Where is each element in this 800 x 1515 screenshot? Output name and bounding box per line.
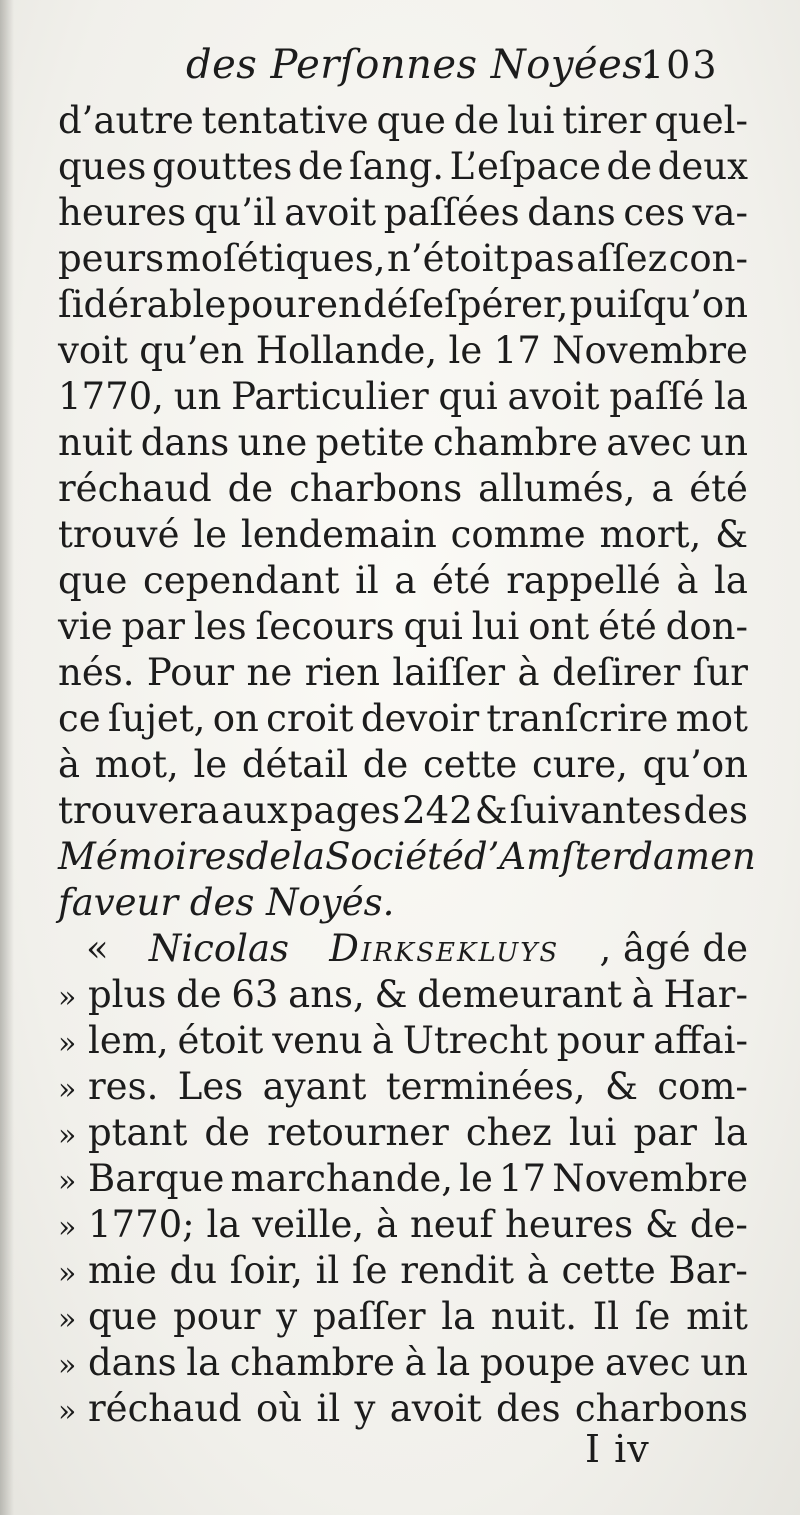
word: paſſées [383,191,520,234]
word: ans, [288,973,365,1016]
word: ont [528,605,590,648]
word: com- [657,1065,748,1108]
word: 1770, [58,375,164,418]
word: & [374,973,408,1016]
word: été [431,559,491,602]
page-header [0,40,800,90]
word: peurs [58,237,165,280]
word: heures [505,1203,634,1246]
text-line [58,374,748,420]
word: Novembre [552,329,748,372]
word: cependant [143,559,340,602]
quote-continuation-mark: » [58,1302,77,1337]
page-number: 103 [640,43,719,87]
word: Bar- [668,1249,748,1292]
word: dans [140,421,230,464]
word: affai- [653,1019,748,1062]
word: réchaud [88,1387,242,1430]
page-gutter-shadow [0,0,14,1515]
word: le [193,743,228,786]
word: à [526,1249,549,1292]
text-line [58,466,748,512]
word: charbons [574,1387,748,1430]
word: ces [623,191,685,234]
word: & [645,1203,678,1246]
word: don- [665,605,748,648]
word: qu’on [642,743,748,786]
word: ſur [692,651,748,694]
word: d’Amſterdam [463,835,711,878]
word: trouvera [58,789,220,832]
word: nés. [58,651,135,694]
word: ſuivantes [509,789,682,832]
word: lui [568,1111,617,1154]
word: la [186,1341,221,1384]
word: a [394,559,417,602]
quote-continuation-mark: » [58,1256,77,1291]
word: en [316,283,362,326]
word: n’étoit [387,237,509,280]
word: Pour [146,651,235,694]
quote-continuation-mark: » [58,1210,77,1245]
word: que [88,1295,158,1338]
word: plus [88,973,167,1016]
word: avec [606,421,692,464]
body-text [58,98,756,1432]
quote-continuation-mark: » [58,1118,77,1153]
word: rappellé [506,559,661,602]
quote-continuation-mark: » [58,1026,77,1061]
word: à [58,743,81,786]
word: ne [246,651,293,694]
word: Barque [88,1157,225,1200]
italic-citation-line: faveur des Noyés. [58,881,395,924]
word: à [631,973,654,1016]
word: cette [423,743,518,786]
word: cure, [531,743,628,786]
word: Mémoires [58,835,246,878]
word: res. [88,1065,159,1108]
word: deux [657,145,748,188]
word: d’autre [58,99,194,142]
text-line [58,282,748,328]
word: par [121,605,185,648]
quoted-line [58,1110,748,1156]
word: été [598,605,657,648]
word: mit [686,1295,748,1338]
word: pages [289,789,401,832]
word: moſétiques, [165,237,386,280]
signature-mark: I iv [585,1427,650,1471]
word: étoit [177,1019,264,1062]
word: ſang. [349,145,445,188]
quoted-line [58,1340,748,1386]
word: avec [605,1341,691,1384]
word: à [517,651,540,694]
word: con- [668,237,748,280]
text-line [58,604,748,650]
word: il [315,1249,340,1292]
word: déſeſpérer, [362,283,569,326]
word: avoit [507,375,600,418]
word: qu’en [139,329,245,372]
word: tentative [201,99,369,142]
italic-citation-line [58,834,756,880]
word: ptant [88,1111,188,1154]
word: le [193,513,228,556]
word: il [355,559,379,602]
word: dans [527,191,616,234]
word: qu’il [193,191,277,234]
word: Particulier [231,375,429,418]
word: paſſer [312,1295,426,1338]
word: tranſcrire [486,697,669,740]
word: L’eſpace [449,145,601,188]
word: trouvé [58,513,180,556]
word: à [376,1203,399,1246]
word: 1770; [88,1203,195,1246]
text-line [58,558,748,604]
text-line [58,190,748,236]
quoted-line [58,1018,748,1064]
word: petite [315,421,425,464]
text-line [58,98,748,144]
word: 17 [499,1157,547,1200]
word: cette [561,1249,656,1292]
word: puiſqu’on [569,283,748,326]
word: par [633,1111,697,1154]
word: pour [227,283,315,326]
word: que [58,559,128,602]
word: de [297,145,344,188]
word: ſe [351,1249,388,1292]
word: y [276,1295,298,1338]
word: allumés, [478,467,636,510]
word: des [496,1387,561,1430]
word: la [291,835,326,878]
word: Il [592,1295,620,1338]
word: devoir [360,697,480,740]
word: où [256,1387,303,1430]
word: marchande, [230,1157,454,1200]
quoted-line [58,1248,748,1294]
word: avoit [284,191,377,234]
word: ce [58,697,101,740]
text-line [58,328,748,374]
word: qui [438,375,498,418]
word: lendemain [240,513,437,556]
text-line [58,512,748,558]
word: ques [58,145,147,188]
word: chez [465,1111,552,1154]
person-first-name: Nicolas [148,927,290,970]
word: de [606,145,653,188]
word: des [683,789,748,832]
word: Hollande, [255,329,438,372]
word: poupe [479,1341,596,1384]
word: de [453,99,500,142]
word: les [193,605,247,648]
person-surname: Dirksekluys [329,927,560,970]
word: la [206,1203,241,1246]
quoted-line [58,972,748,1018]
word: à [404,1341,427,1384]
word: ſe [634,1295,671,1338]
word: de [362,743,409,786]
quote-continuation-mark: » [58,1164,77,1199]
word: veille, [252,1203,365,1246]
word: a [651,467,674,510]
word: terminées, [385,1065,586,1108]
word: la [441,1295,476,1338]
quote-continuation-mark: » [58,1394,77,1429]
text-line [58,144,748,190]
word: le [448,329,483,372]
text-line [58,236,748,282]
word: mie [88,1249,157,1292]
word: & [474,789,508,832]
text-line [58,788,748,834]
word: réchaud [58,467,212,510]
word: avoit [389,1387,482,1430]
word: & [715,513,748,556]
word: deſirer [551,651,681,694]
word: la [714,1111,748,1154]
word: ſecours [255,605,395,648]
word: la [436,1341,471,1384]
word: charbons [289,467,463,510]
quote-continuation-mark: » [58,980,77,1015]
quote-opening-rest: , âgé de [599,927,748,970]
word: 63 [231,973,279,1016]
word: 17 [493,329,541,372]
quote-continuation-mark: » [58,1348,77,1383]
word: à [676,559,699,602]
quoted-line [58,1064,748,1110]
word: détail [241,743,349,786]
word: tirer [562,99,647,142]
word: aux [221,789,288,832]
word: venu [272,1019,363,1062]
word: que [376,99,446,142]
word: va- [692,191,748,234]
word: Utrecht [402,1019,548,1062]
word: Har- [663,973,748,1016]
word: ſujet, [107,697,206,740]
word: voit [58,329,128,372]
text-line [58,696,748,742]
word: on [212,697,259,740]
word: laiſſer [392,651,506,694]
quoted-line [58,1294,748,1340]
word: comme [450,513,586,556]
word: pour [556,1019,645,1062]
word: neuf [409,1203,494,1246]
word: de- [689,1203,748,1246]
word: un [173,375,222,418]
word: mot [675,697,748,740]
word: gouttes [151,145,293,188]
quoted-line [58,1202,748,1248]
quote-open-mark: « [86,927,109,970]
word: de [245,835,292,878]
word: Les [177,1065,244,1108]
word: paſſé [609,375,705,418]
word: pas [509,237,575,280]
word: lem, [88,1019,169,1062]
word: il [316,1387,341,1430]
word: y [354,1387,376,1430]
word: ſidérable [58,283,227,326]
word: quel- [654,99,748,142]
word: retourner [267,1111,449,1154]
word: vie [58,605,113,648]
word: la [714,375,748,418]
word: rendit [400,1249,515,1292]
word: ſoir, [229,1249,303,1292]
word: à [371,1019,394,1062]
word: un [700,421,748,464]
word: aſſez [576,237,668,280]
word: la [714,559,748,602]
word: un [700,1341,748,1384]
word: du [169,1249,218,1292]
word: lui [507,99,555,142]
word: une [237,421,308,464]
word: croit [266,697,354,740]
text-line [58,420,748,466]
word: lui [471,605,520,648]
word: Novembre [552,1157,748,1200]
word: pour [173,1295,261,1338]
word: de [176,973,222,1016]
word: & [604,1065,638,1108]
word: 242 [402,789,473,832]
word: nuit [58,421,133,464]
word: qui [403,605,463,648]
quote-continuation-mark: » [58,1072,77,1107]
word: mot, [94,743,179,786]
word: été [689,467,748,510]
word: de [227,467,274,510]
word: mort, [599,513,702,556]
word: dans [88,1341,177,1384]
word: demeurant [417,973,622,1016]
word: chambre [229,1341,395,1384]
word: en [710,835,756,878]
word: de [204,1111,250,1154]
text-line [58,742,748,788]
word: rien [304,651,380,694]
word: chambre [433,421,598,464]
word: ayant [262,1065,367,1108]
word: Société [325,835,464,878]
word: nuit. [490,1295,577,1338]
quoted-line [58,1156,748,1202]
text-line [58,650,748,696]
running-head: des Perſonnes Noyées. [186,42,657,88]
word: heures [58,191,187,234]
word: le [459,1157,493,1200]
quote-opening-line [58,926,748,972]
